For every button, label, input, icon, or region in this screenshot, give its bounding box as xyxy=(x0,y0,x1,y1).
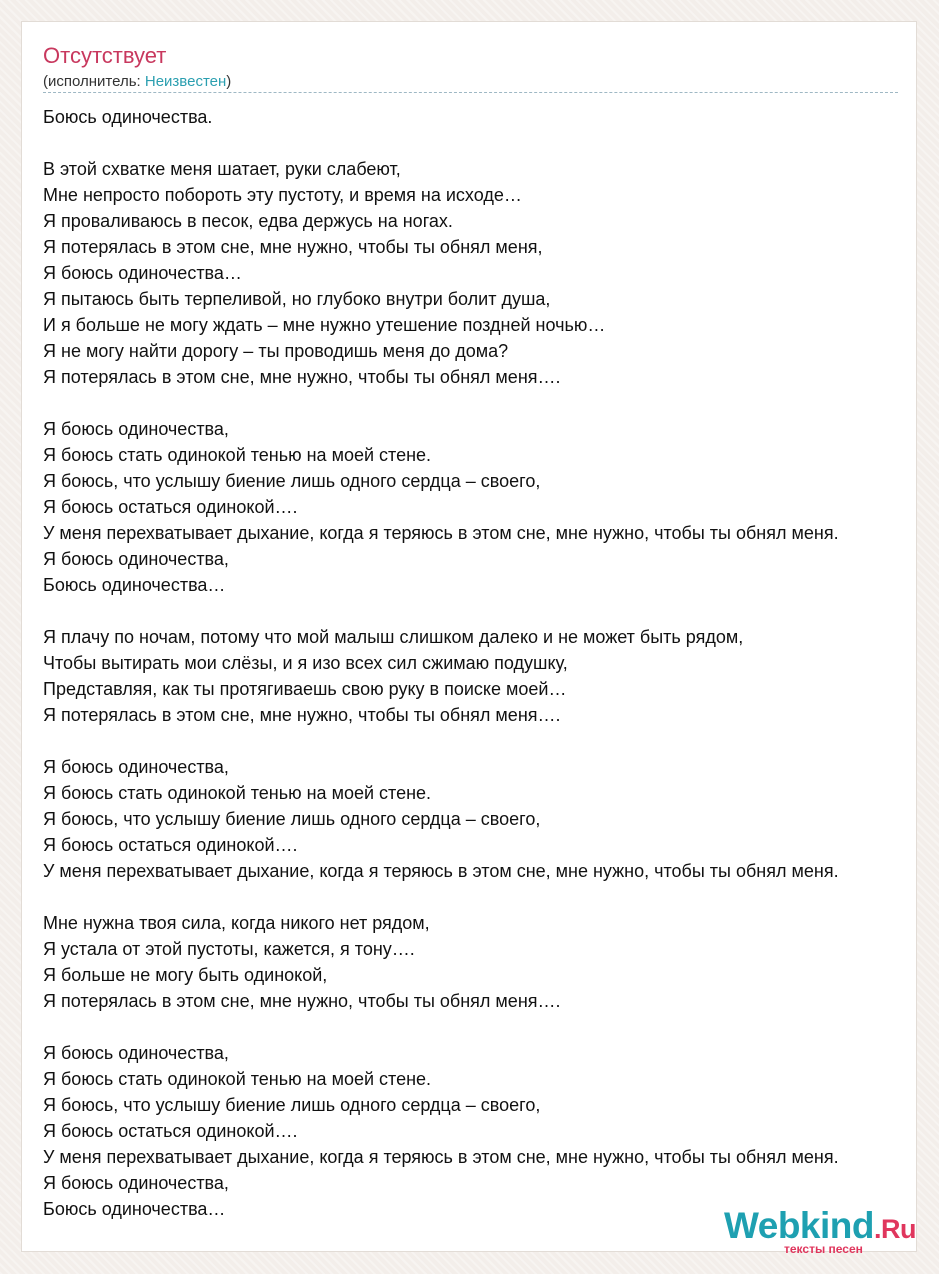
lyric-line: Я потерялась в этом сне, мне нужно, чтобы ты обнял меня…. xyxy=(43,991,561,1011)
title-divider xyxy=(43,92,898,93)
lyric-line: И я больше не могу ждать – мне нужно утешение поздней ночью… xyxy=(43,315,606,335)
lyric-line: Я боюсь, что услышу биение лишь одного сердца – своего, xyxy=(43,809,541,829)
lyric-line: Я потерялась в этом сне, мне нужно, чтобы ты обнял меня…. xyxy=(43,705,561,725)
lyric-line: Я боюсь, что услышу биение лишь одного сердца – своего, xyxy=(43,1095,541,1115)
lyric-line: Представляя, как ты протягиваешь свою руку в поиске моей… xyxy=(43,679,567,699)
lyric-line: Мне непросто побороть эту пустоту, и время на исходе… xyxy=(43,185,522,205)
lyric-line: Я боюсь одиночества, xyxy=(43,1043,229,1063)
artist-suffix: ) xyxy=(226,73,232,90)
lyric-line: Я боюсь остаться одинокой…. xyxy=(43,1121,298,1141)
lyric-line: Я боюсь стать одинокой тенью на моей стене. xyxy=(43,783,432,803)
lyric-blank-line xyxy=(43,728,939,754)
lyric-line: Я боюсь одиночества, xyxy=(43,419,229,439)
webkind-logo[interactable] xyxy=(724,1206,919,1256)
logo-domain: .Ru xyxy=(874,1214,916,1244)
lyric-line: Я боюсь одиночества… xyxy=(43,263,242,283)
song-title: Отсутствует xyxy=(43,43,167,68)
lyric-line: Я боюсь, что услышу биение лишь одного сердца – своего, xyxy=(43,471,541,491)
lyric-line: Я плачу по ночам, потому что мой малыш слишком далеко и не может быть рядом, xyxy=(43,627,744,647)
logo-tagline: тексты песен xyxy=(784,1242,863,1256)
lyric-blank-line xyxy=(43,1014,939,1040)
lyric-line: Боюсь одиночества… xyxy=(43,575,226,595)
artist-prefix: (исполнитель: xyxy=(43,73,145,90)
lyric-line: Я устала от этой пустоты, кажется, я тону…. xyxy=(43,939,415,959)
lyric-line: Я боюсь одиночества, xyxy=(43,1173,229,1193)
lyric-line: Я боюсь остаться одинокой…. xyxy=(43,835,298,855)
lyric-line: Я боюсь одиночества, xyxy=(43,549,229,569)
lyric-line: В этой схватке меня шатает, руки слабеют, xyxy=(43,159,401,179)
logo-main-text: Webkind xyxy=(724,1205,874,1246)
lyric-line: Чтобы вытирать мои слёзы, и я изо всех сил сжимаю подушку, xyxy=(43,653,568,673)
lyric-line: Мне нужна твоя сила, когда никого нет рядом, xyxy=(43,913,430,933)
lyric-line: Боюсь одиночества… xyxy=(43,1199,226,1219)
lyric-blank-line xyxy=(43,598,939,624)
lyric-line: Я больше не могу быть одинокой, xyxy=(43,965,328,985)
lyric-line: Боюсь одиночества. xyxy=(43,107,213,127)
lyric-blank-line xyxy=(43,884,939,910)
lyrics-card xyxy=(21,21,917,1256)
lyric-line: Я потерялась в этом сне, мне нужно, чтобы ты обнял меня, xyxy=(43,237,543,257)
lyric-line: Я пытаюсь быть терпеливой, но глубоко внутри болит душа, xyxy=(43,289,551,309)
lyric-line: Я боюсь остаться одинокой…. xyxy=(43,497,298,517)
lyric-line: У меня перехватывает дыхание, когда я теряюсь в этом сне, мне нужно, чтобы ты обнял меня. xyxy=(43,523,839,543)
lyric-line: Я боюсь стать одинокой тенью на моей стене. xyxy=(43,1069,432,1089)
lyric-blank-line xyxy=(43,390,939,416)
lyric-line: У меня перехватывает дыхание, когда я теряюсь в этом сне, мне нужно, чтобы ты обнял меня. xyxy=(43,861,839,881)
lyrics-text xyxy=(43,104,939,1222)
artist-line xyxy=(43,73,231,90)
lyric-line: Я потерялась в этом сне, мне нужно, чтобы ты обнял меня…. xyxy=(43,367,561,387)
lyric-line: Я не могу найти дорогу – ты проводишь меня до дома? xyxy=(43,341,509,361)
lyric-blank-line xyxy=(43,130,939,156)
lyric-line: Я проваливаюсь в песок, едва держусь на ногах. xyxy=(43,211,453,231)
artist-link[interactable]: Неизвестен xyxy=(144,73,227,90)
lyric-line: Я боюсь стать одинокой тенью на моей стене. xyxy=(43,445,432,465)
lyric-line: У меня перехватывает дыхание, когда я теряюсь в этом сне, мне нужно, чтобы ты обнял меня. xyxy=(43,1147,839,1167)
lyric-line: Я боюсь одиночества, xyxy=(43,757,229,777)
